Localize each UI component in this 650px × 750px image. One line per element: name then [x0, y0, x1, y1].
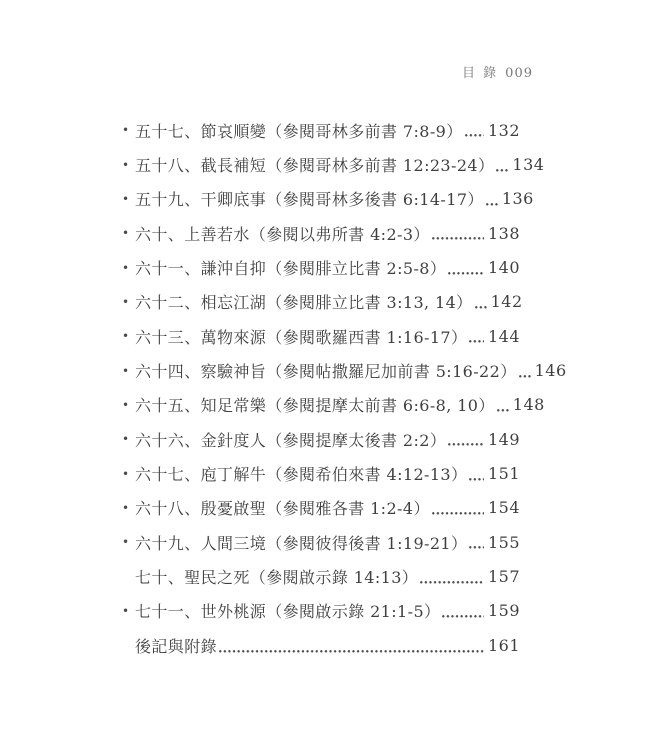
entry-number: 六十四、 — [135, 362, 201, 382]
bullet-icon: • — [122, 500, 130, 515]
dot-leader — [448, 422, 484, 456]
entry-page-number: 140 — [487, 258, 520, 278]
entry-title: 謙沖自抑 — [200, 259, 267, 279]
entry-title: 上善若水 — [184, 224, 250, 244]
toc-entry — [122, 319, 520, 353]
entry-page-number: 157 — [487, 567, 520, 587]
entry-title: 萬物來源 — [200, 327, 267, 347]
entry-reference: （參閱哥林多前書 7:8-9） — [266, 121, 463, 141]
dot-leader — [497, 388, 509, 422]
entry-page-number: 144 — [487, 326, 520, 346]
entry-page-number: 154 — [487, 498, 520, 518]
bullet-icon: • — [122, 226, 130, 241]
entry-title: 後記與附錄 — [135, 636, 218, 656]
entry-title: 人間三境 — [200, 533, 267, 553]
entry-title: 庖丁解牛 — [200, 465, 267, 485]
entry-number: 六十五、 — [135, 396, 201, 416]
toc-entry — [122, 491, 520, 525]
entry-title: 察驗神旨 — [200, 362, 267, 382]
entry-number: 六十六、 — [135, 430, 201, 450]
bullet-icon: • — [122, 603, 130, 618]
entry-reference: （參閱彼得後書 1:19-21） — [266, 533, 468, 553]
toc-entry — [122, 456, 520, 490]
entry-title: 干卿底事 — [200, 190, 267, 210]
entry-page-number: 148 — [512, 395, 545, 415]
entry-number: 六十八、 — [135, 499, 201, 519]
entry-number: 六十七、 — [135, 465, 201, 485]
bullet-icon: • — [122, 535, 130, 550]
entry-title: 世外桃源 — [200, 602, 267, 622]
dot-leader — [496, 147, 508, 181]
bullet-icon: • — [122, 397, 130, 412]
entry-page-number: 161 — [487, 635, 520, 655]
entry-number: 六十九、 — [135, 533, 201, 553]
dot-leader — [448, 250, 484, 284]
entry-reference: （參閱歌羅西書 1:16-17） — [266, 327, 468, 347]
entry-page-number: 151 — [487, 464, 520, 484]
toc-entry — [122, 182, 534, 216]
bullet-icon: • — [122, 191, 130, 206]
bullet-icon: • — [122, 157, 130, 172]
running-header — [462, 62, 533, 81]
entry-page-number: 136 — [501, 189, 534, 209]
entry-number: 六十二、 — [135, 293, 201, 313]
entry-number: 五十八、 — [135, 156, 201, 176]
dot-leader — [519, 353, 531, 387]
entry-reference: （參閱哥林多後書 6:14-17） — [266, 190, 484, 210]
toc-entry — [122, 594, 520, 628]
entry-title: 知足常樂 — [200, 396, 267, 416]
entry-reference: （參閱哥林多前書 12:23-24） — [266, 156, 495, 176]
entry-reference: （參閱提摩太前書 6:6-8, 10） — [266, 396, 495, 416]
entry-title: 相忘江湖 — [200, 293, 267, 313]
bullet-icon: • — [122, 466, 130, 481]
entry-title: 金針度人 — [200, 430, 267, 450]
entry-reference: （參閱提摩太後書 2:2） — [266, 430, 447, 450]
toc-entry — [122, 285, 523, 319]
dot-leader — [469, 319, 484, 353]
entry-page-number: 134 — [512, 155, 545, 175]
bullet-icon: • — [122, 123, 130, 138]
entry-reference: （參閱帖撒羅尼加前書 5:16-22） — [266, 362, 517, 382]
toc-entry — [122, 559, 520, 593]
toc-entry — [122, 422, 520, 456]
entry-page-number: 159 — [487, 601, 520, 621]
entry-reference: （參閱雅各書 1:2-4） — [266, 499, 430, 519]
toc-entry — [122, 628, 520, 662]
entry-page-number: 146 — [534, 361, 567, 381]
entry-number: 五十九、 — [135, 190, 201, 210]
dot-leader — [442, 594, 484, 628]
entry-title: 節哀順變 — [200, 121, 267, 141]
entry-reference: （參閱腓立比書 3:13, 14） — [266, 293, 473, 313]
toc-entry — [122, 113, 520, 147]
dot-leader — [469, 525, 484, 559]
toc-entry — [122, 353, 567, 387]
entry-reference: （參閱腓立比書 2:5-8） — [266, 259, 447, 279]
entry-number: 五十七、 — [135, 121, 201, 141]
bullet-icon: • — [122, 329, 130, 344]
toc-entry — [122, 525, 520, 559]
entry-number: 六十三、 — [135, 327, 201, 347]
entry-number: 七十、 — [135, 568, 185, 588]
entry-title: 殷憂啟聖 — [200, 499, 267, 519]
entry-page-number: 142 — [490, 292, 523, 312]
dot-leader — [465, 113, 484, 147]
dot-leader — [432, 491, 484, 525]
entry-reference: （參閱希伯來書 4:12-13） — [266, 465, 468, 485]
entry-number: 六十一、 — [135, 259, 201, 279]
dot-leader — [420, 559, 484, 593]
dot-leader — [219, 628, 484, 662]
toc-entry — [122, 250, 520, 284]
dot-leader — [475, 285, 487, 319]
entry-title: 截長補短 — [200, 156, 267, 176]
entry-reference: （參閱以弗所書 4:2-3） — [249, 224, 430, 244]
dot-leader — [486, 182, 498, 216]
bullet-icon: • — [122, 260, 130, 275]
entry-page-number: 155 — [487, 532, 520, 552]
bullet-icon: • — [122, 363, 130, 378]
header-page-number: 009 — [505, 66, 533, 81]
dot-leader — [469, 456, 484, 490]
dot-leader — [432, 216, 484, 250]
toc-entry — [122, 216, 520, 250]
entry-reference: （參閱啟示錄 14:13） — [249, 568, 419, 588]
toc-entry — [122, 147, 545, 181]
header-title: 目 錄 — [462, 66, 499, 81]
entry-page-number: 138 — [487, 223, 520, 243]
entry-page-number: 132 — [487, 120, 520, 140]
entry-reference: （參閱啟示錄 21:1-5） — [266, 602, 441, 622]
entry-title: 聖民之死 — [184, 568, 250, 588]
entry-number: 七十一、 — [135, 602, 201, 622]
bullet-icon: • — [122, 294, 130, 309]
bullet-icon: • — [122, 432, 130, 447]
entry-page-number: 149 — [487, 429, 520, 449]
toc-entry — [122, 388, 545, 422]
entry-number: 六十、 — [135, 224, 185, 244]
table-of-contents — [122, 113, 567, 663]
